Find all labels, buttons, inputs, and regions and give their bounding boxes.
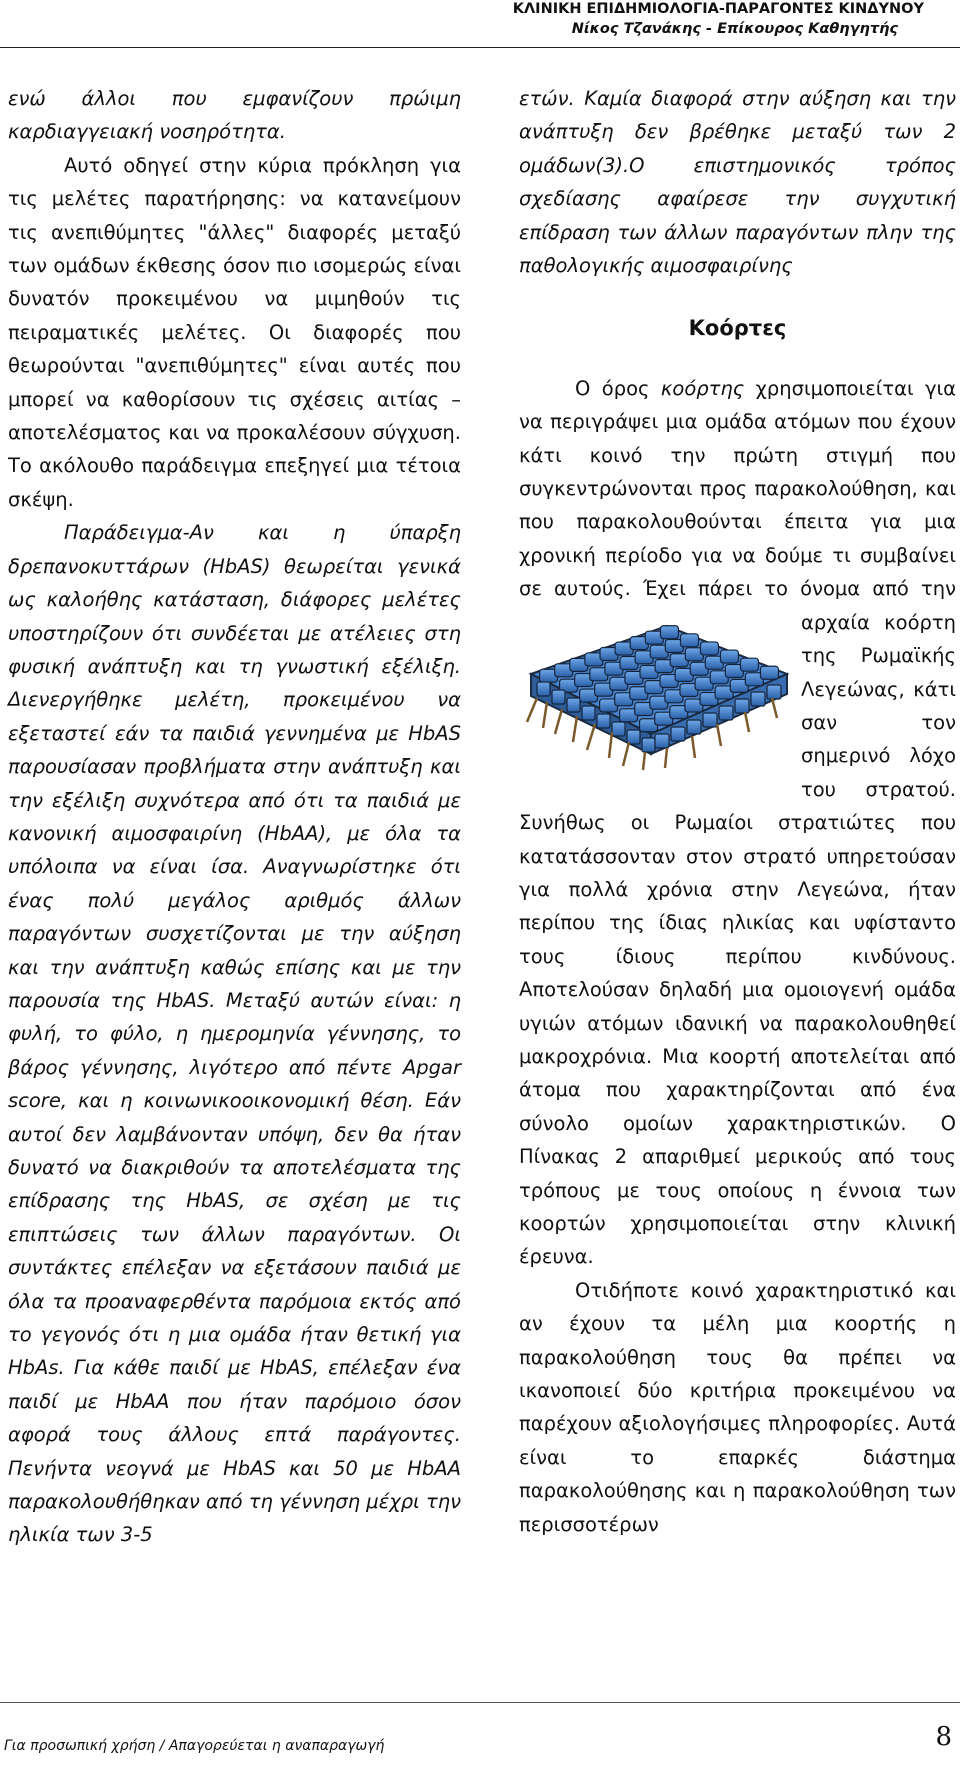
footer-notice: Για προσωπική χρήση / Απαγορεύεται η αναπαραγωγή xyxy=(4,1738,385,1754)
shield-shape xyxy=(612,722,625,736)
shield-shape xyxy=(671,727,685,741)
cohort-text-start: Ο όρος xyxy=(575,376,661,400)
shield-shape xyxy=(567,698,580,712)
cohort-paragraph xyxy=(519,372,956,1274)
left-column xyxy=(8,82,461,1552)
right-paragraph-3: Οτιδήποτε κοινό χαρακτηριστικό και αν έχουν τα μέλη μια κοορτής η παρακολούθηση τους θα πρέπει να ικανοποιεί δύο κριτήρια προκειμένου να παρέχουν αξιολογήσιμες πληροφορίες. Αυτά είναι το επαρκές διάστημα παρακολούθησης και η παρακολούθηση των περισσοτέρων xyxy=(519,1278,956,1536)
example-paragraph: Παράδειγμα-Αν και η ύπαρξη δρεπανοκυττάρων (HbAS) θεωρείται γενικά ως καλοήθης κατάσταση, διάφορες μελέτες υποστηρίζουν ότι συνδέεται με ατέλειες στη φυσική ανάπτυξη και τη γνωστική εξέλιξη. Διενεργήθηκε μελέτη, προκειμένου να εξεταστεί εάν τα παιδιά γεννημένα με HbAS παρουσίασαν προβλήματα στην ανάπτυξη και την εξέλιξη συχνότερα από ότι τα παιδιά με κανονική αιμοσφαιρίνη (HbAA), με όλα τα υπόλοιπα να είναι ίσα. Αναγνωρίστηκε ότι ένας πολύ μεγάλος αριθμός άλλων παραγόντων συσχετίζονται με την αύξηση και την ανάπτυξη καθώς επίσης και με την παρουσία της HbAS. Μεταξύ αυτών είναι: η φυλή, το φύλο, η ημερομηνία γέννησης, το βάρος γέννησης, λιγότερο από πέντε Apgar score, και η κοινωνικοοικονομική θέση. Εάν αυτοί δεν λαμβάνονταν υπόψη, δεν θα ήταν δυνατό να διακριθούν τα αποτελέσματα της επίδρασης της HbAS, σε σχέση με τις επιπτώσεις των άλλων παραγόντων. Οι συντάκτες επέλεξαν να εξετάσουν παιδιά με όλα τα προαναφερθέντα παρόμοια εκτός από το γεγονός ότι η μια ομάδα ήταν θετική για HbAs. Για κάθε παιδί με HbAS, επέλεξαν ένα παιδί με HbAA που ήταν παρόμοιο όσον αφορά τους άλλους επτά παράγοντες. Πενήντα νεογνά με HbAS και 50 με HbAA παρακολουθήθηκαν από τη γέννηση μέχρι την ηλικία των 3-5 xyxy=(8,521,461,1547)
shield-shape xyxy=(767,685,781,699)
footer-divider xyxy=(0,1702,960,1703)
right-column xyxy=(519,82,956,1541)
cohort-text-rest: χρησιμοποιείται για να περιγράψει μια ομάδα ατόμων που έχουν κάτι κοινό την πρώτη στιγμή που συγκεντρώνονται προς παρακολούθηση, και που παρακολουθούνται έπειτα για μια χρονική περίοδο για να δούμε τι συμβαίνει σε αυτούς. Έχει πάρει το όνομα από την xyxy=(519,376,956,601)
shield-shape xyxy=(655,734,669,748)
left-paragraph-1: ενώ άλλοι που εμφανίζουν πρώιμη καρδιαγγειακή νοσηρότητα. xyxy=(8,87,461,144)
shield-shape xyxy=(537,682,550,696)
shield-shape xyxy=(719,706,733,720)
shield-shape xyxy=(660,625,678,638)
cohort-text-wrap: αρχαία κοόρτη της Ρωμαϊκής Λεγεώνας, κάτι σαν τον σημερινό λόχο του στρατού. Συνήθως οι Ρωμαίοι στρατιώτες που κατατάσσονταν στον στρατό υπηρετούσαν για πολλά χρόνια στην Λεγεώνα, ήταν περίπου της ίδιας ηλικίας και υφίσταντο τους ίδιους περίπου κινδύνους. Αποτελούσαν δηλαδή μια ομοιογενή ομάδα υγιών ατόμων ιδανική να παρακολουθηθεί μακροχρόνια. Μια κοορτή αποτελείται από άτομα που χαρακτηρίζονται από ένα σύνολο ομοίων χαρακτηριστικών. Ο Πίνακας 2 απαριθμεί μερικούς από τους τρόπους με τους οποίους η έννοια των κοορτών χρησιμοποιείται στην κλινική έρευνα. xyxy=(519,610,956,1269)
section-heading: Κοόρτες xyxy=(688,316,787,341)
shield-shape xyxy=(740,658,758,671)
page-header xyxy=(0,0,960,48)
cohort-term: κοόρτης xyxy=(660,376,745,400)
roman-cohort-illustration xyxy=(517,604,793,772)
right-paragraph-1: ετών. Καμία διαφορά στην αύξηση και την ανάπτυξη δεν βρέθηκε μεταξύ των 2 ομάδων(3).Ο επιστημονικός τρόπος σχεδίασης αφαίρεσε την συγχυτική επίδραση των άλλων παραγόντων πλην της παθολογικής αιμοσφαιρίνης xyxy=(519,87,956,278)
shield-shape xyxy=(687,720,701,734)
shield-shape xyxy=(703,713,717,727)
shield-shape xyxy=(700,642,718,655)
header-title: ΚΛΙΝΙΚΗ ΕΠΙΔΗΜΙΟΛΟΓΙΑ-ΠΑΡΑΓΟΝΤΕΣ ΚΙΝΔΥΝΟΥ xyxy=(512,1,924,17)
shield-shape xyxy=(760,666,778,679)
left-paragraph-2: Αυτό οδηγεί στην κύρια πρόκληση για τις μελέτες παρατήρησης: να κατανείμουν τις ανεπιθύμητες "άλλες" διαφορές μεταξύ των ομάδων έκθεσης όσον πιο ισομερώς είναι δυνατόν προκειμένου να μιμηθούν τις πειραματικές μελέτες. Οι διαφορές που θεωρούνται "ανεπιθύμητες" είναι αυτές που μπορεί να καθορίσουν τις σχέσεις αιτίας – αποτελέσματος και να προκαλέσουν σύγχυση. Το ακόλουθο παράδειγμα επεξηγεί μια τέτοια σκέψη. xyxy=(8,153,461,511)
shield-shape xyxy=(627,730,640,744)
shield-shape xyxy=(597,714,610,728)
shield-shape xyxy=(735,699,749,713)
shield-shape xyxy=(751,692,765,706)
shield-shape xyxy=(680,634,698,647)
header-author: Νίκος Τζανάκης - Επίκουρος Καθηγητής xyxy=(571,21,898,37)
shield-shape xyxy=(642,738,655,752)
shield-shape xyxy=(552,690,565,704)
page-number: 8 xyxy=(935,1722,952,1752)
shield-shape xyxy=(720,650,738,663)
shield-shape xyxy=(582,706,595,720)
